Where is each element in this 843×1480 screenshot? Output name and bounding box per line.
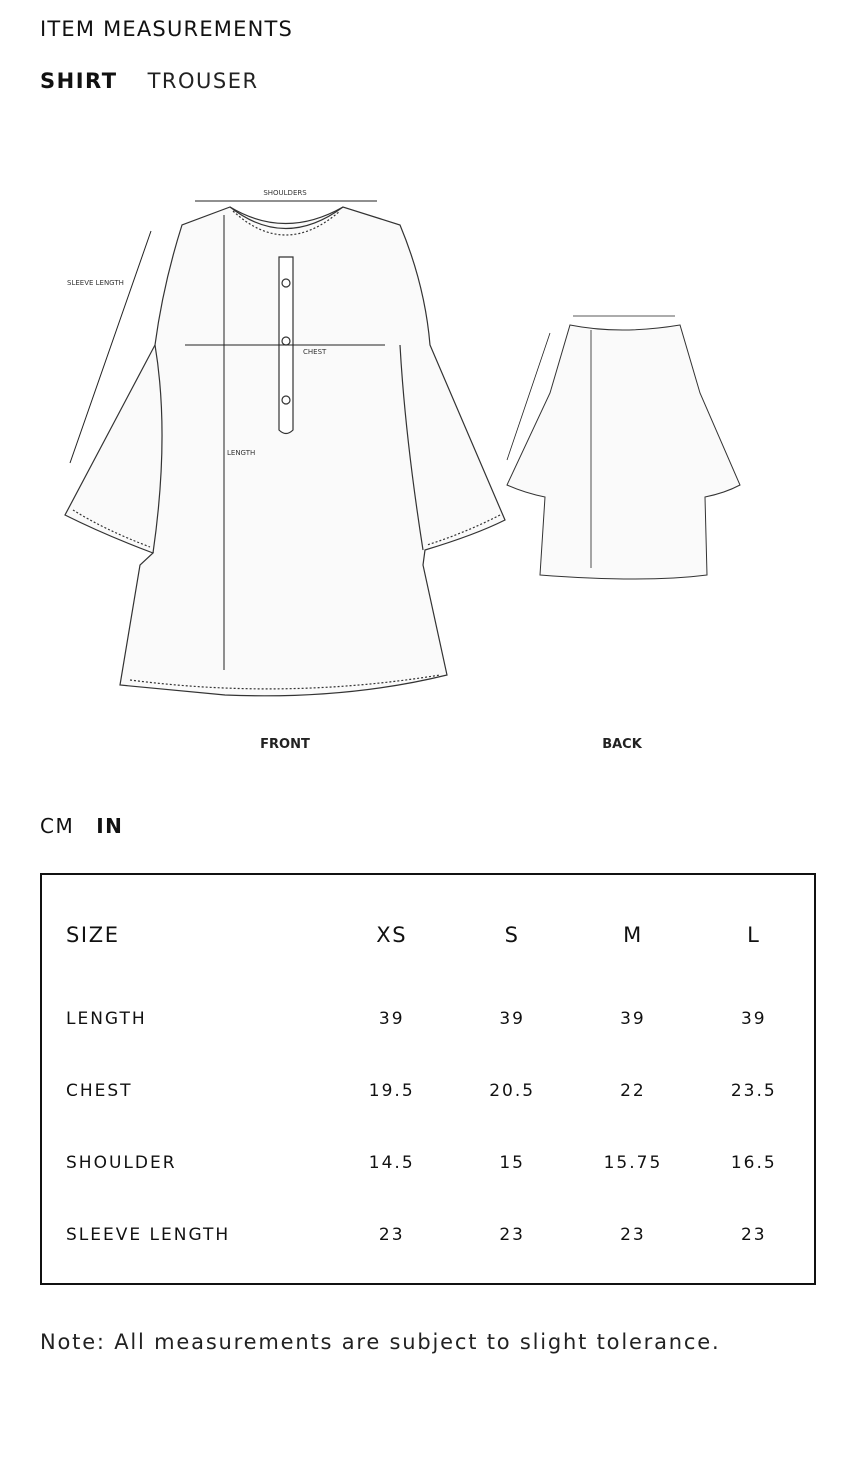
- cell-value: 14.5: [368, 1153, 415, 1173]
- unit-in[interactable]: IN: [96, 814, 124, 838]
- cell-value: 39: [740, 1009, 767, 1029]
- shirt-diagram-svg: [45, 175, 765, 765]
- back-shirt-drawing: [507, 325, 740, 579]
- sleeve-length-label: SLEEVE LENGTH: [67, 279, 124, 287]
- cell-value: 15: [499, 1153, 525, 1173]
- back-caption: BACK: [602, 737, 642, 752]
- header-size: SIZE: [66, 923, 120, 947]
- front-caption: FRONT: [260, 737, 310, 752]
- cell-value: 16.5: [730, 1153, 777, 1173]
- header-xs: XS: [376, 923, 408, 947]
- page-title: ITEM MEASUREMENTS: [40, 17, 294, 41]
- row-label: SLEEVE LENGTH: [66, 1225, 231, 1245]
- table-row: [66, 1127, 814, 1199]
- table-row: [66, 1055, 814, 1127]
- unit-toggle: [40, 814, 123, 838]
- front-shirt-drawing: [65, 207, 505, 696]
- cell-value: 20.5: [489, 1081, 536, 1101]
- header-l: L: [747, 923, 761, 947]
- cell-value: 22: [620, 1081, 646, 1101]
- cell-value: 39: [620, 1009, 646, 1029]
- header-s: S: [504, 923, 520, 947]
- measurement-diagram: [45, 175, 765, 765]
- size-table: [66, 915, 814, 1271]
- garment-tabs: [40, 69, 259, 93]
- table-row: [66, 1199, 814, 1271]
- shoulders-label: SHOULDERS: [263, 189, 307, 197]
- row-label: CHEST: [66, 1081, 133, 1101]
- row-label: LENGTH: [66, 1009, 147, 1029]
- cell-value: 23: [499, 1225, 525, 1245]
- table-header-row: [66, 915, 814, 955]
- tolerance-note: Note: All measurements are subject to slight tolerance.: [40, 1330, 721, 1354]
- row-label: SHOULDER: [66, 1153, 177, 1173]
- cell-value: 23: [378, 1225, 405, 1245]
- size-table-container: [40, 873, 816, 1285]
- tab-trouser[interactable]: TROUSER: [147, 69, 259, 93]
- cell-value: 19.5: [368, 1081, 415, 1101]
- cell-value: 39: [378, 1009, 405, 1029]
- chest-label: CHEST: [303, 348, 327, 356]
- length-label: LENGTH: [227, 449, 256, 457]
- cell-value: 23: [740, 1225, 767, 1245]
- tab-shirt[interactable]: SHIRT: [40, 69, 118, 93]
- cell-value: 23: [620, 1225, 646, 1245]
- cell-value: 15.75: [603, 1153, 663, 1173]
- unit-cm[interactable]: CM: [40, 814, 75, 838]
- table-row: [66, 955, 814, 1055]
- cell-value: 23.5: [730, 1081, 777, 1101]
- header-m: M: [623, 923, 643, 947]
- cell-value: 39: [499, 1009, 525, 1029]
